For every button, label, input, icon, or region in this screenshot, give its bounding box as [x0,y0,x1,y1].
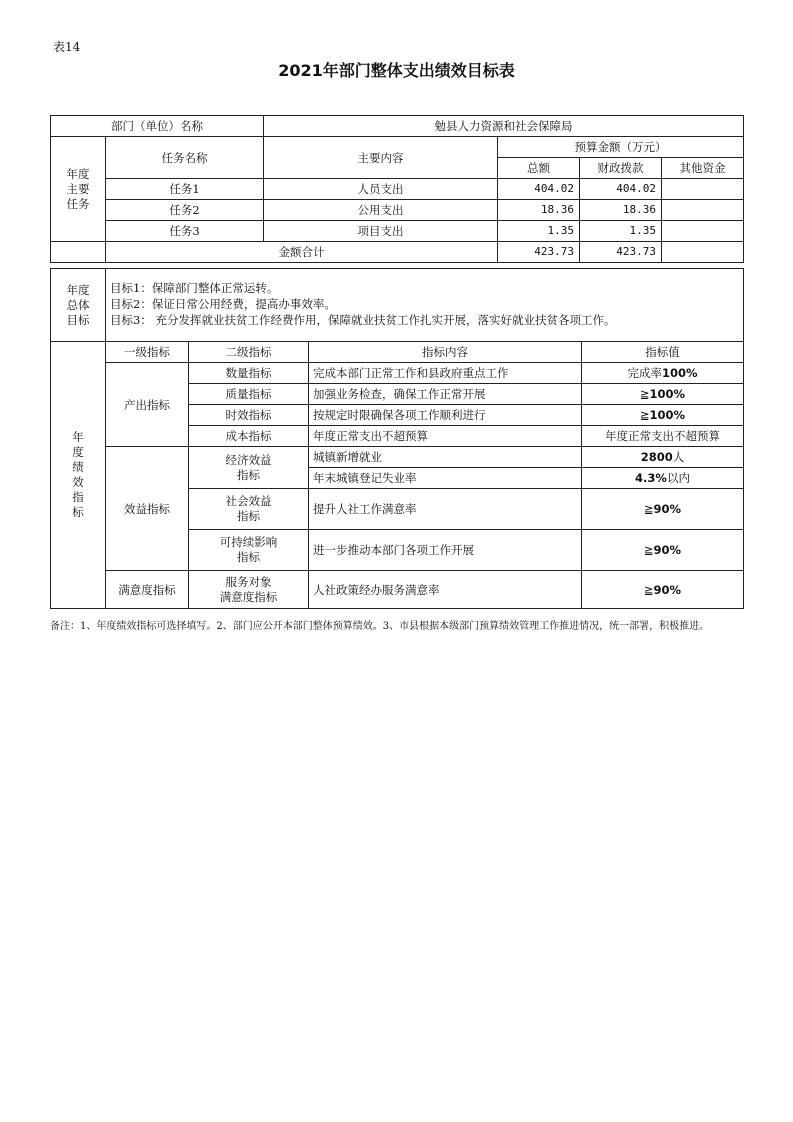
indicator-content: 进一步推动本部门各项工作开展 [309,530,582,571]
goal-item: 目标3： 充分发挥就业扶贫工作经费作用，保障就业扶贫工作扎实开展，落实好就业扶贫各项工作。 [110,313,616,327]
indicator-content: 城镇新增就业 [309,447,582,468]
indicator-value: 完成率100% [582,363,744,384]
level2-label: 经济效益 指标 [189,447,309,489]
task-other [662,200,744,221]
dept-label: 部门（单位）名称 [51,116,264,137]
header-budget: 预算金额（万元） [498,137,744,158]
task-total: 18.36 [498,200,580,221]
header-indicator-value: 指标值 [582,342,744,363]
task-fiscal: 404.02 [580,179,662,200]
header-level1: 一级指标 [106,342,189,363]
indicator-value: 2800人 [582,447,744,468]
indicator-value: 年度正常支出不超预算 [582,426,744,447]
dept-name: 勉县人力资源和社会保障局 [264,116,744,137]
level2-label: 数量指标 [189,363,309,384]
level2-label: 社会效益 指标 [189,489,309,530]
level2-label: 质量指标 [189,384,309,405]
header-level2: 二级指标 [189,342,309,363]
task-total: 404.02 [498,179,580,200]
group-benefit: 效益指标 [106,447,189,571]
group-satisfaction: 满意度指标 [106,571,189,609]
level2-label: 可持续影响 指标 [189,530,309,571]
task-name: 任务3 [106,221,264,242]
task-fiscal: 18.36 [580,200,662,221]
group-output: 产出指标 [106,363,189,447]
indicator-content: 按规定时限确保各项工作顺利进行 [309,405,582,426]
task-total: 1.35 [498,221,580,242]
header-fiscal: 财政拨款 [580,158,662,179]
remarks-note: 备注：1、年度绩效指标可选择填写。2、部门应公开本部门整体预算绩效。3、市县根据本级部门预算绩效管理工作推进情况，统一部署，积极推进。 [50,621,710,632]
level2-label: 服务对象 满意度指标 [189,571,309,609]
level2-label: 时效指标 [189,405,309,426]
sum-total: 423.73 [498,242,580,263]
goal-item: 目标1：保障部门整体正常运转。 [110,281,279,295]
task-name: 任务2 [106,200,264,221]
indicator-value: ≧90% [582,571,744,609]
level2-label: 成本指标 [189,426,309,447]
indicators-table [50,341,744,609]
header-indicator-content: 指标内容 [309,342,582,363]
header-task-name: 任务名称 [106,137,264,179]
task-name: 任务1 [106,179,264,200]
task-content: 人员支出 [264,179,498,200]
indicator-content: 年末城镇登记失业率 [309,468,582,489]
goals-table [50,268,744,342]
tasks-side-label: 年度 主要 任务 [51,137,106,242]
tasks-table [50,115,744,263]
page-title: 2021年部门整体支出绩效目标表 [278,61,515,80]
sum-label: 金额合计 [106,242,498,263]
indicator-value: ≧90% [582,489,744,530]
task-row [51,221,744,242]
header-other: 其他资金 [662,158,744,179]
goal-item: 目标2：保证日常公用经费，提高办事效率。 [110,297,336,311]
indicator-row [51,447,744,468]
table-number: 表14 [53,40,81,54]
indicator-row [51,571,744,609]
indicator-content: 完成本部门正常工作和县政府重点工作 [309,363,582,384]
indicator-content: 加强业务检查，确保工作正常开展 [309,384,582,405]
task-content: 项目支出 [264,221,498,242]
task-row [51,179,744,200]
indicator-value: ≧90% [582,530,744,571]
indicator-value: 4.3%以内 [582,468,744,489]
indicator-value: ≧100% [582,384,744,405]
task-row [51,200,744,221]
indicator-content: 提升人社工作满意率 [309,489,582,530]
sum-other [662,242,744,263]
goals-side-label: 年度 总体 目标 [51,269,106,342]
task-other [662,179,744,200]
indicator-content: 人社政策经办服务满意率 [309,571,582,609]
task-fiscal: 1.35 [580,221,662,242]
sum-fiscal: 423.73 [580,242,662,263]
goals-list [106,269,744,342]
task-other [662,221,744,242]
indicators-side-label: 年 度 绩 效 指 标 [51,342,106,609]
header-main-content: 主要内容 [264,137,498,179]
header-total: 总额 [498,158,580,179]
indicator-content: 年度正常支出不超预算 [309,426,582,447]
sum-row [51,242,744,263]
indicator-row [51,363,744,384]
task-content: 公用支出 [264,200,498,221]
indicator-value: ≧100% [582,405,744,426]
